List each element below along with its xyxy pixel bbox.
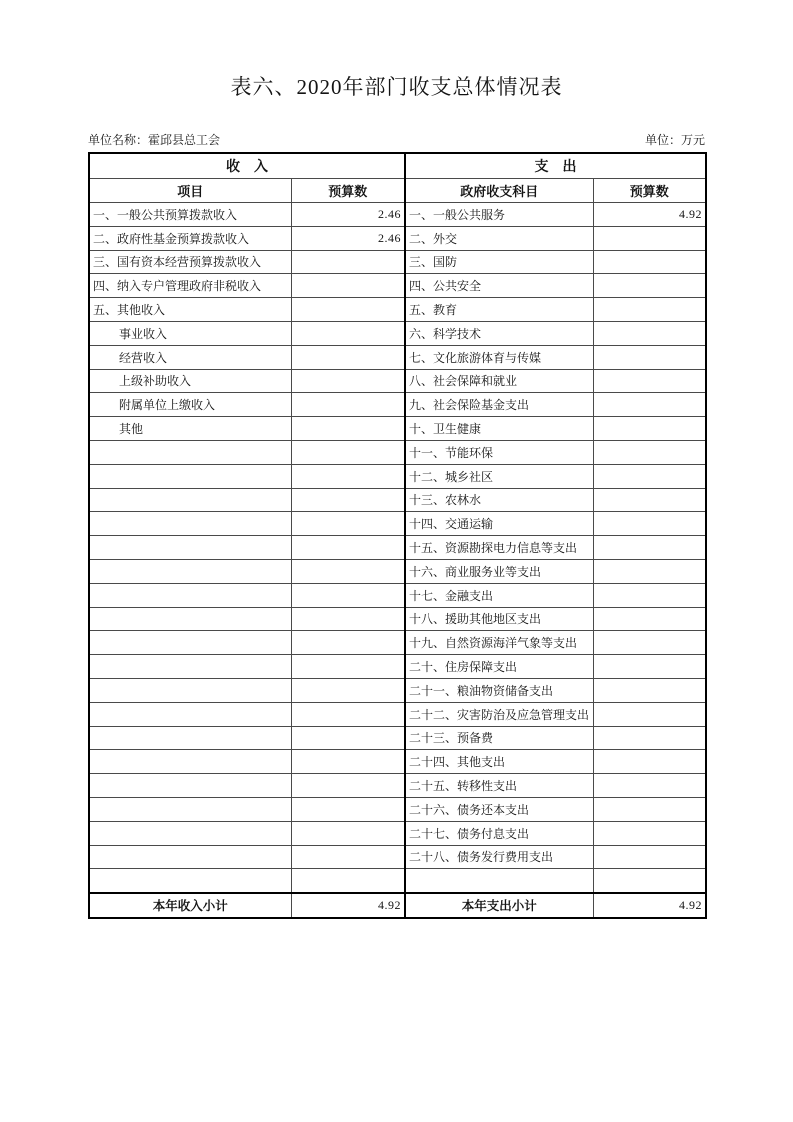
income-value-cell (291, 678, 405, 702)
expense-value-cell (593, 702, 706, 726)
income-value-cell (291, 464, 405, 488)
unit-name-label: 单位名称：霍邱县总工会 (88, 133, 221, 147)
table-row (89, 321, 706, 345)
income-total-value: 4.92 (291, 893, 405, 918)
income-value-cell (291, 250, 405, 274)
income-item-cell (89, 821, 291, 845)
income-item-cell (89, 726, 291, 750)
expense-item-cell: 十二、城乡社区 (405, 464, 593, 488)
expense-value-cell (593, 774, 706, 798)
income-value-cell (291, 845, 405, 869)
table-row (89, 226, 706, 250)
table-row (89, 631, 706, 655)
income-value-cell (291, 726, 405, 750)
income-item-cell (89, 631, 291, 655)
table-row (89, 750, 706, 774)
income-value-cell (291, 512, 405, 536)
table-row (89, 393, 706, 417)
income-item-cell (89, 678, 291, 702)
expense-value-cell (593, 274, 706, 298)
expense-item-cell: 八、社会保障和就业 (405, 369, 593, 393)
expense-item-cell: 六、科学技术 (405, 321, 593, 345)
expense-item-cell: 五、教育 (405, 298, 593, 322)
expense-value-cell (593, 797, 706, 821)
table-row (89, 726, 706, 750)
expense-item-cell: 四、公共安全 (405, 274, 593, 298)
expense-item-cell: 二十六、债务还本支出 (405, 797, 593, 821)
income-value-cell (291, 655, 405, 679)
expense-value-cell (593, 583, 706, 607)
expense-item-cell: 二十一、粮油物资储备支出 (405, 678, 593, 702)
expense-value-cell (593, 512, 706, 536)
expense-item-cell: 七、文化旅游体育与传媒 (405, 345, 593, 369)
table-row (89, 298, 706, 322)
table-row (89, 774, 706, 798)
expense-total-label: 本年支出小计 (405, 893, 593, 918)
table-row (89, 702, 706, 726)
expense-value-cell (593, 845, 706, 869)
income-item-cell: 附属单位上缴收入 (89, 393, 291, 417)
expense-value-cell (593, 464, 706, 488)
expense-section-header: 支 出 (405, 153, 706, 179)
expense-value-cell (593, 250, 706, 274)
income-item-cell (89, 512, 291, 536)
income-value-cell (291, 298, 405, 322)
income-item-cell (89, 440, 291, 464)
table-row (89, 821, 706, 845)
expense-value-cell (593, 678, 706, 702)
expense-value-cell (593, 393, 706, 417)
income-value-cell (291, 797, 405, 821)
income-item-cell: 其他 (89, 417, 291, 441)
table-row (89, 607, 706, 631)
income-item-cell (89, 774, 291, 798)
income-item-cell (89, 607, 291, 631)
income-value-cell: 2.46 (291, 226, 405, 250)
income-section-header: 收 入 (89, 153, 405, 179)
income-value-cell (291, 774, 405, 798)
table-row (89, 250, 706, 274)
expense-item-cell: 二十七、债务付息支出 (405, 821, 593, 845)
income-value-cell (291, 536, 405, 560)
income-item-cell: 事业收入 (89, 321, 291, 345)
expense-item-cell: 二、外交 (405, 226, 593, 250)
table-row (89, 512, 706, 536)
table-row (89, 869, 706, 893)
income-budget-header: 预算数 (291, 179, 405, 203)
income-value-cell (291, 274, 405, 298)
expense-item-cell: 二十二、灾害防治及应急管理支出 (405, 702, 593, 726)
expense-value-cell: 4.92 (593, 203, 706, 227)
expense-item-cell: 十九、自然资源海洋气象等支出 (405, 631, 593, 655)
expense-item-cell: 十三、农林水 (405, 488, 593, 512)
income-item-cell: 三、国有资本经营预算拨款收入 (89, 250, 291, 274)
expense-item-cell: 十八、援助其他地区支出 (405, 607, 593, 631)
table-row (89, 655, 706, 679)
income-value-cell (291, 583, 405, 607)
expense-item-cell: 十七、金融支出 (405, 583, 593, 607)
expense-value-cell (593, 298, 706, 322)
income-item-cell: 经营收入 (89, 345, 291, 369)
page-title: 表六、2020年部门收支总体情况表 (230, 75, 563, 99)
expense-value-cell (593, 821, 706, 845)
income-value-cell (291, 369, 405, 393)
expense-value-cell (593, 559, 706, 583)
income-item-cell (89, 655, 291, 679)
expense-value-cell (593, 726, 706, 750)
income-item-cell: 四、纳入专户管理政府非税收入 (89, 274, 291, 298)
expense-item-header: 政府收支科目 (405, 179, 593, 203)
expense-item-cell: 十五、资源勘探电力信息等支出 (405, 536, 593, 560)
table-row (89, 274, 706, 298)
table-body (89, 203, 706, 893)
table-row (89, 797, 706, 821)
expense-value-cell (593, 321, 706, 345)
income-value-cell (291, 488, 405, 512)
income-item-cell (89, 464, 291, 488)
expense-budget-header: 预算数 (593, 179, 706, 203)
income-value-cell (291, 821, 405, 845)
expense-item-cell: 二十三、预备费 (405, 726, 593, 750)
expense-value-cell (593, 607, 706, 631)
income-item-cell: 二、政府性基金预算拨款收入 (89, 226, 291, 250)
expense-item-cell: 十六、商业服务业等支出 (405, 559, 593, 583)
expense-total-value: 4.92 (593, 893, 706, 918)
income-item-cell (89, 536, 291, 560)
expense-item-cell: 十一、节能环保 (405, 440, 593, 464)
income-item-cell: 上级补助收入 (89, 369, 291, 393)
income-item-cell (89, 488, 291, 512)
expense-item-cell: 二十四、其他支出 (405, 750, 593, 774)
income-total-label: 本年收入小计 (89, 893, 291, 918)
income-item-cell (89, 559, 291, 583)
meta-row (88, 133, 705, 148)
table-row (89, 440, 706, 464)
income-value-cell (291, 702, 405, 726)
income-item-cell (89, 797, 291, 821)
income-item-cell (89, 583, 291, 607)
table-row (89, 678, 706, 702)
expense-value-cell (593, 440, 706, 464)
expense-value-cell (593, 369, 706, 393)
expense-value-cell (593, 655, 706, 679)
expense-value-cell (593, 226, 706, 250)
expense-value-cell (593, 488, 706, 512)
expense-item-cell: 二十、住房保障支出 (405, 655, 593, 679)
table-row (89, 845, 706, 869)
expense-item-cell (405, 869, 593, 893)
table-row (89, 369, 706, 393)
income-value-cell (291, 631, 405, 655)
table-row (89, 203, 706, 227)
table-row (89, 583, 706, 607)
table-row (89, 345, 706, 369)
expense-item-cell: 十、卫生健康 (405, 417, 593, 441)
unit-label: 单位：万元 (644, 133, 705, 147)
expense-item-cell: 三、国防 (405, 250, 593, 274)
income-item-cell: 五、其他收入 (89, 298, 291, 322)
table-row (89, 417, 706, 441)
income-item-cell (89, 702, 291, 726)
income-value-cell (291, 607, 405, 631)
expense-item-cell: 二十五、转移性支出 (405, 774, 593, 798)
income-value-cell (291, 345, 405, 369)
income-value-cell (291, 559, 405, 583)
income-value-cell (291, 440, 405, 464)
income-value-cell: 2.46 (291, 203, 405, 227)
expense-item-cell: 一、一般公共服务 (405, 203, 593, 227)
expense-value-cell (593, 345, 706, 369)
expense-value-cell (593, 750, 706, 774)
income-value-cell (291, 393, 405, 417)
expense-value-cell (593, 631, 706, 655)
expense-value-cell (593, 536, 706, 560)
income-value-cell (291, 750, 405, 774)
expense-value-cell (593, 417, 706, 441)
section-header-row (89, 153, 706, 179)
table-row (89, 464, 706, 488)
column-header-row (89, 179, 706, 203)
expense-item-cell: 二十八、债务发行费用支出 (405, 845, 593, 869)
income-item-cell (89, 750, 291, 774)
totals-row (89, 893, 706, 918)
table-row (89, 488, 706, 512)
income-item-cell (89, 845, 291, 869)
expense-item-cell: 九、社会保险基金支出 (405, 393, 593, 417)
table-row (89, 536, 706, 560)
income-value-cell (291, 321, 405, 345)
income-item-cell: 一、一般公共预算拨款收入 (89, 203, 291, 227)
expense-item-cell: 十四、交通运输 (405, 512, 593, 536)
income-value-cell (291, 869, 405, 893)
income-value-cell (291, 417, 405, 441)
budget-table (88, 152, 707, 919)
income-item-header: 项目 (89, 179, 291, 203)
income-item-cell (89, 869, 291, 893)
table-row (89, 559, 706, 583)
expense-value-cell (593, 869, 706, 893)
